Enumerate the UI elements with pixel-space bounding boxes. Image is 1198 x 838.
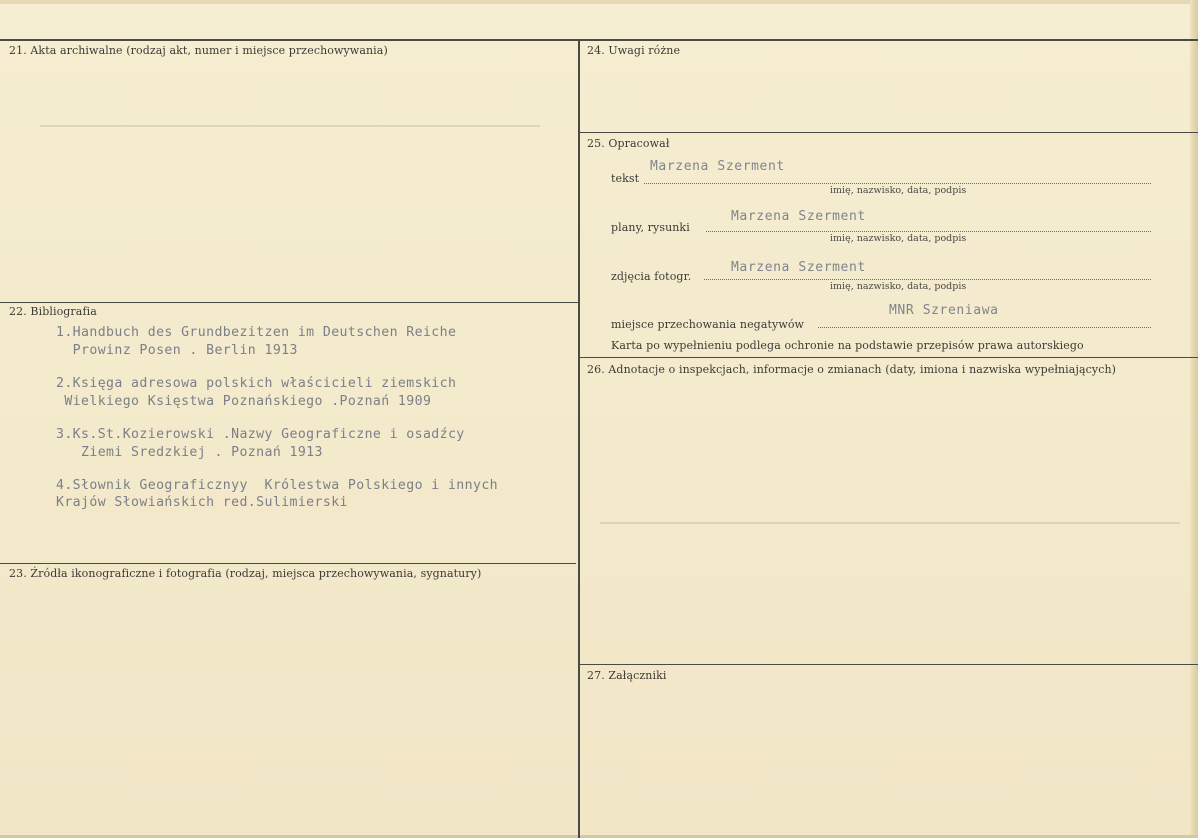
negatywy-dotted-line bbox=[818, 327, 1151, 328]
section-24-title: 24. Uwagi różne bbox=[587, 44, 681, 57]
plany-signature: Marzena Szerment bbox=[731, 209, 866, 224]
show-through-line bbox=[40, 125, 540, 127]
tekst-caption: imię, nazwisko, data, podpis bbox=[830, 185, 967, 196]
bibliography-entry-1-line-2: Prowinz Posen . Berlin 1913 bbox=[56, 343, 298, 358]
zdjecia-signature: Marzena Szerment bbox=[731, 260, 866, 275]
plany-label: plany, rysunki bbox=[611, 221, 690, 234]
bibliography-entry-2-line-2: Wielkiego Księstwa Poznańskiego .Poznań 1909 bbox=[56, 394, 432, 409]
zdjecia-label: zdjęcia fotogr. bbox=[611, 270, 692, 283]
rule-25-26 bbox=[580, 357, 1198, 358]
zdjecia-dotted-line bbox=[704, 279, 1151, 280]
show-through-line bbox=[600, 522, 1180, 524]
center-divider bbox=[578, 39, 580, 838]
section-22-title: 22. Bibliografia bbox=[9, 305, 97, 318]
bibliography-entry-4-line-1: 4.Słownik Geograficznyy Królestwa Polskiego i innych bbox=[56, 478, 498, 493]
tekst-signature: Marzena Szerment bbox=[650, 159, 785, 174]
rule-22-23 bbox=[0, 563, 576, 564]
bibliography-entry-3-line-1: 3.Ks.St.Kozierowski .Nazwy Geograficzne i osadźcy bbox=[56, 427, 465, 442]
paper-edge-right bbox=[1190, 0, 1198, 838]
paper-edge-top bbox=[0, 0, 1198, 4]
tekst-label: tekst bbox=[611, 172, 640, 185]
plany-dotted-line bbox=[706, 231, 1151, 232]
rule-21-22 bbox=[0, 302, 578, 303]
rule-26-27 bbox=[580, 664, 1198, 665]
section-26-title: 26. Adnotacje o inspekcjach, informacje o zmianach (daty, imiona i nazwiska wypełniających) bbox=[587, 363, 1117, 376]
plany-caption: imię, nazwisko, data, podpis bbox=[830, 233, 967, 244]
bibliography-entry-3-line-2: Ziemi Sredzkiej . Poznań 1913 bbox=[56, 445, 323, 460]
section-27-title: 27. Załączniki bbox=[587, 669, 667, 682]
negatywy-location: MNR Szreniawa bbox=[889, 303, 999, 318]
negatywy-label: miejsce przechowania negatywów bbox=[611, 318, 805, 331]
tekst-dotted-line bbox=[644, 183, 1151, 184]
copyright-note: Karta po wypełnieniu podlega ochronie na podstawie przepisów prawa autorskiego bbox=[611, 339, 1084, 352]
section-21-title: 21. Akta archiwalne (rodzaj akt, numer i miejsce przechowywania) bbox=[9, 44, 388, 57]
zdjecia-caption: imię, nazwisko, data, podpis bbox=[830, 281, 967, 292]
bibliography-entry-4-line-2: Krajów Słowiańskich red.Sulimierski bbox=[56, 495, 348, 510]
section-25-title: 25. Opracował bbox=[587, 137, 670, 150]
top-rule bbox=[0, 39, 1198, 41]
rule-24-25 bbox=[580, 132, 1198, 133]
section-23-title: 23. Źródła ikonograficzne i fotografia (rodzaj, miejsca przechowywania, sygnatury) bbox=[9, 567, 482, 580]
bibliography-entry-2-line-1: 2.Księga adresowa polskich właścicieli ziemskich bbox=[56, 376, 457, 391]
bibliography-entry-1-line-1: 1.Handbuch des Grundbezitzen im Deutschen Reiche bbox=[56, 325, 457, 340]
